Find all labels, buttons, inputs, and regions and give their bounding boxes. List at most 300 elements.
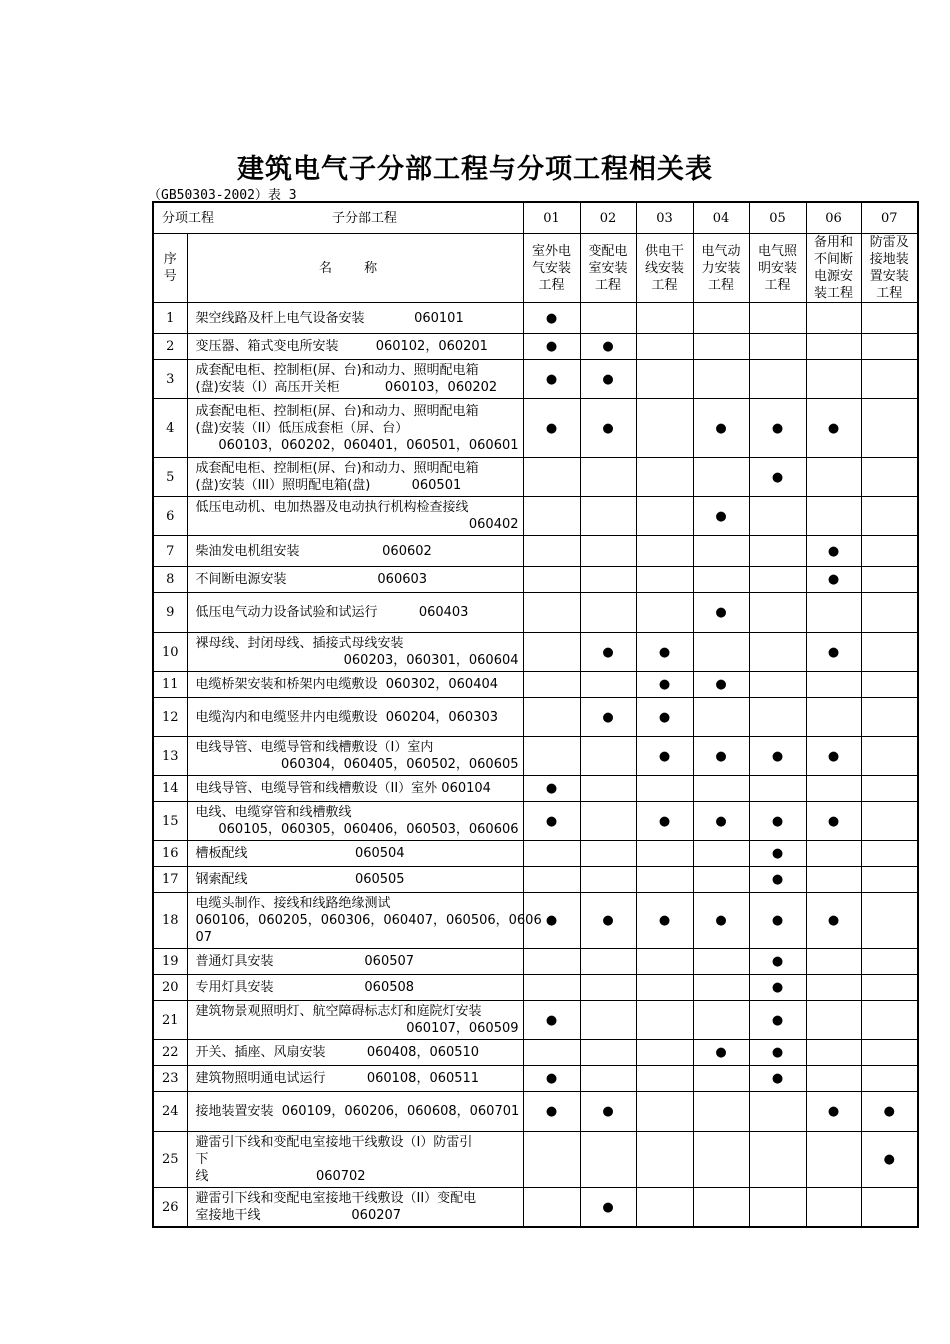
mark-cell-07 bbox=[861, 867, 918, 893]
row-name-line: 裸母线、封闭母线、插接式母线安装 bbox=[195, 636, 404, 651]
mark-cell-02: ● bbox=[580, 633, 636, 672]
row-name bbox=[187, 334, 523, 360]
mark-cell-02 bbox=[580, 949, 636, 975]
mark-cell-05 bbox=[749, 672, 806, 698]
header-row-names bbox=[153, 234, 918, 303]
mark-cell-05: ● bbox=[749, 1001, 806, 1040]
row-number: 23 bbox=[153, 1066, 187, 1092]
mark-cell-03 bbox=[636, 1132, 693, 1188]
mark-cell-07 bbox=[861, 776, 918, 802]
mark-cell-05 bbox=[749, 536, 806, 567]
table-row bbox=[153, 841, 918, 867]
mark-cell-02: ● bbox=[580, 1188, 636, 1228]
mark-cell-04: ● bbox=[693, 802, 749, 841]
row-number: 10 bbox=[153, 633, 187, 672]
column-name-text: 电气照明安装工程 bbox=[758, 243, 798, 293]
mark-cell-06 bbox=[806, 1040, 861, 1066]
mark-cell-07 bbox=[861, 893, 918, 949]
table-row bbox=[153, 672, 918, 698]
mark-cell-07 bbox=[861, 567, 918, 593]
mark-cell-03 bbox=[636, 776, 693, 802]
row-name-line: 电缆桥架安装和桥架内电缆敷设 060302，060404 bbox=[195, 677, 499, 692]
mark-cell-04 bbox=[693, 633, 749, 672]
mark-cell-06 bbox=[806, 949, 861, 975]
table-row bbox=[153, 975, 918, 1001]
row-name bbox=[187, 776, 523, 802]
row-name-line: 07 bbox=[195, 930, 213, 945]
row-name-line: 电线导管、电缆导管和线槽敷设（II）室外 060104 bbox=[195, 781, 491, 796]
correlation-table bbox=[152, 201, 919, 1228]
mark-cell-03: ● bbox=[636, 633, 693, 672]
mark-cell-03 bbox=[636, 867, 693, 893]
mark-cell-02: ● bbox=[580, 893, 636, 949]
table-row bbox=[153, 633, 918, 672]
mark-cell-04: ● bbox=[693, 672, 749, 698]
mark-cell-03 bbox=[636, 949, 693, 975]
mark-cell-02 bbox=[580, 1040, 636, 1066]
row-name bbox=[187, 536, 523, 567]
table-row bbox=[153, 737, 918, 776]
row-name bbox=[187, 399, 523, 458]
row-name-line: 060106，060205，060306，060407，060506，0606 bbox=[195, 913, 542, 928]
table-row bbox=[153, 802, 918, 841]
row-number: 18 bbox=[153, 893, 187, 949]
mark-cell-06 bbox=[806, 1001, 861, 1040]
mark-cell-05: ● bbox=[749, 1066, 806, 1092]
mark-cell-02: ● bbox=[580, 399, 636, 458]
mark-cell-06: ● bbox=[806, 1092, 861, 1132]
mark-cell-04 bbox=[693, 1092, 749, 1132]
mark-cell-06 bbox=[806, 458, 861, 497]
row-number: 2 bbox=[153, 334, 187, 360]
row-name bbox=[187, 1001, 523, 1040]
row-name-line: 架空线路及杆上电气设备安装 060101 bbox=[195, 310, 464, 326]
mark-cell-03 bbox=[636, 1188, 693, 1228]
row-number: 1 bbox=[153, 303, 187, 334]
column-name-text: 备用和不间断电源安装工程 bbox=[814, 235, 854, 301]
mark-cell-05 bbox=[749, 1092, 806, 1132]
row-name-line: 电缆沟内和电缆竖井内电缆敷设 060204，060303 bbox=[195, 709, 499, 725]
mark-cell-02 bbox=[580, 672, 636, 698]
row-name-line: (盘)安装（III）照明配电箱(盘) 060501 bbox=[195, 478, 462, 493]
mark-cell-07 bbox=[861, 633, 918, 672]
row-name bbox=[187, 841, 523, 867]
mark-cell-06 bbox=[806, 698, 861, 737]
table-row bbox=[153, 1092, 918, 1132]
mark-cell-07 bbox=[861, 1040, 918, 1066]
mark-cell-06: ● bbox=[806, 802, 861, 841]
column-name-text: 电气动力安装工程 bbox=[701, 243, 741, 293]
mark-cell-04 bbox=[693, 949, 749, 975]
table-row bbox=[153, 1132, 918, 1188]
row-name bbox=[187, 893, 542, 949]
row-number: 7 bbox=[153, 536, 187, 567]
mark-cell-06: ● bbox=[806, 399, 861, 458]
mark-cell-04 bbox=[693, 303, 749, 334]
mark-cell-01 bbox=[523, 1188, 580, 1228]
table-row bbox=[153, 1188, 918, 1228]
column-code-03: 03 bbox=[636, 202, 693, 234]
mark-cell-03 bbox=[636, 593, 693, 633]
mark-cell-04 bbox=[693, 1001, 749, 1040]
mark-cell-03 bbox=[636, 399, 693, 458]
mark-cell-04: ● bbox=[693, 893, 749, 949]
mark-cell-01: ● bbox=[523, 399, 580, 458]
mark-cell-06: ● bbox=[806, 633, 861, 672]
row-name bbox=[187, 802, 523, 841]
mark-cell-01 bbox=[523, 1132, 580, 1188]
mark-cell-01 bbox=[523, 867, 580, 893]
mark-cell-05: ● bbox=[749, 802, 806, 841]
mark-cell-05: ● bbox=[749, 841, 806, 867]
mark-cell-03: ● bbox=[636, 698, 693, 737]
table-row bbox=[153, 1066, 918, 1092]
mark-cell-07 bbox=[861, 698, 918, 737]
column-name-text: 供电干线安装工程 bbox=[645, 243, 685, 293]
mark-cell-04 bbox=[693, 698, 749, 737]
column-name-07 bbox=[861, 234, 918, 303]
column-name-05 bbox=[749, 234, 806, 303]
mark-cell-07 bbox=[861, 1066, 918, 1092]
table-row bbox=[153, 497, 918, 536]
mark-cell-03: ● bbox=[636, 672, 693, 698]
column-name-text: 防雷及接地装置安装工程 bbox=[869, 235, 909, 301]
table-row bbox=[153, 1040, 918, 1066]
mark-cell-04 bbox=[693, 1132, 749, 1188]
mark-cell-01 bbox=[523, 497, 580, 536]
mark-cell-03 bbox=[636, 1092, 693, 1132]
row-number: 26 bbox=[153, 1188, 187, 1228]
mark-cell-01: ● bbox=[523, 334, 580, 360]
mark-cell-06 bbox=[806, 334, 861, 360]
mark-cell-06 bbox=[806, 593, 861, 633]
mark-cell-01: ● bbox=[523, 303, 580, 334]
mark-cell-05 bbox=[749, 776, 806, 802]
mark-cell-07 bbox=[861, 975, 918, 1001]
mark-cell-07 bbox=[861, 737, 918, 776]
mark-cell-04 bbox=[693, 334, 749, 360]
row-number: 4 bbox=[153, 399, 187, 458]
mark-cell-04: ● bbox=[693, 1040, 749, 1066]
column-name-text: 室外电气安装工程 bbox=[532, 243, 572, 293]
mark-cell-05: ● bbox=[749, 867, 806, 893]
mark-cell-04 bbox=[693, 841, 749, 867]
table-row bbox=[153, 536, 918, 567]
mark-cell-05: ● bbox=[749, 399, 806, 458]
mark-cell-05 bbox=[749, 334, 806, 360]
column-code-01: 01 bbox=[523, 202, 580, 234]
mark-cell-02 bbox=[580, 737, 636, 776]
mark-cell-05 bbox=[749, 698, 806, 737]
mark-cell-04 bbox=[693, 458, 749, 497]
mark-cell-05 bbox=[749, 593, 806, 633]
column-name-04 bbox=[693, 234, 749, 303]
header-xuhao-text: 序号 bbox=[163, 252, 177, 284]
row-name bbox=[187, 672, 523, 698]
mark-cell-04 bbox=[693, 567, 749, 593]
mark-cell-03 bbox=[636, 497, 693, 536]
row-name-line: 建筑物照明通电试运行 060108，060511 bbox=[195, 1071, 480, 1086]
table-row bbox=[153, 458, 918, 497]
row-name-line: 槽板配线 060504 bbox=[195, 846, 405, 861]
mark-cell-01: ● bbox=[523, 1001, 580, 1040]
row-name bbox=[187, 633, 523, 672]
mark-cell-07: ● bbox=[861, 1132, 918, 1188]
mark-cell-03 bbox=[636, 458, 693, 497]
table-row bbox=[153, 949, 918, 975]
mark-cell-01 bbox=[523, 458, 580, 497]
row-name bbox=[187, 1066, 523, 1092]
mark-cell-04 bbox=[693, 536, 749, 567]
mark-cell-04: ● bbox=[693, 399, 749, 458]
mark-cell-07 bbox=[861, 1188, 918, 1228]
row-name-line: 建筑物景观照明灯、航空障碍标志灯和庭院灯安装 bbox=[195, 1004, 482, 1019]
row-name bbox=[187, 1040, 523, 1066]
mark-cell-04 bbox=[693, 360, 749, 399]
mark-cell-01: ● bbox=[523, 776, 580, 802]
row-number: 6 bbox=[153, 497, 187, 536]
mark-cell-04 bbox=[693, 867, 749, 893]
mark-cell-07 bbox=[861, 841, 918, 867]
row-name bbox=[187, 1188, 523, 1228]
header-corner bbox=[153, 202, 523, 234]
mark-cell-05: ● bbox=[749, 975, 806, 1001]
column-name-03 bbox=[636, 234, 693, 303]
row-number: 8 bbox=[153, 567, 187, 593]
mark-cell-03 bbox=[636, 1066, 693, 1092]
mark-cell-06 bbox=[806, 672, 861, 698]
mark-cell-02 bbox=[580, 567, 636, 593]
mark-cell-01: ● bbox=[523, 893, 580, 949]
row-name-line: 060203，060301，060604 bbox=[343, 653, 519, 668]
mark-cell-02 bbox=[580, 975, 636, 1001]
row-name bbox=[187, 303, 523, 334]
mark-cell-03: ● bbox=[636, 802, 693, 841]
row-name-line: 普通灯具安装 060507 bbox=[195, 954, 415, 969]
row-name-line: 060105，060305，060406，060503，060606 bbox=[218, 822, 519, 837]
mark-cell-06 bbox=[806, 303, 861, 334]
mark-cell-06 bbox=[806, 497, 861, 536]
mark-cell-04: ● bbox=[693, 737, 749, 776]
mark-cell-01: ● bbox=[523, 802, 580, 841]
table-row bbox=[153, 399, 918, 458]
row-name-line: 060402 bbox=[468, 517, 519, 532]
mark-cell-06: ● bbox=[806, 567, 861, 593]
mark-cell-01 bbox=[523, 593, 580, 633]
row-number: 24 bbox=[153, 1092, 187, 1132]
header-zifenbu-label: 子分部工程 bbox=[332, 210, 398, 226]
mark-cell-03 bbox=[636, 360, 693, 399]
header-fenxiang-label: 分项工程 bbox=[162, 210, 215, 226]
table-row bbox=[153, 776, 918, 802]
mark-cell-07 bbox=[861, 802, 918, 841]
mark-cell-06 bbox=[806, 867, 861, 893]
mark-cell-05: ● bbox=[749, 458, 806, 497]
mark-cell-07: ● bbox=[861, 1092, 918, 1132]
row-name-line: 成套配电柜、控制柜(屏、台)和动力、照明配电箱 bbox=[195, 403, 479, 419]
row-name-line: 低压电动机、电加热器及电动执行机构检查接线 bbox=[195, 500, 469, 515]
row-name-line: 060107，060509 bbox=[406, 1021, 519, 1036]
mark-cell-07 bbox=[861, 949, 918, 975]
mark-cell-04 bbox=[693, 975, 749, 1001]
mark-cell-02 bbox=[580, 536, 636, 567]
mark-cell-02 bbox=[580, 303, 636, 334]
row-number: 12 bbox=[153, 698, 187, 737]
mark-cell-05: ● bbox=[749, 949, 806, 975]
mark-cell-07 bbox=[861, 458, 918, 497]
mark-cell-06: ● bbox=[806, 893, 861, 949]
row-name-line: 接地装置安装 060109，060206，060608，060701 bbox=[195, 1104, 520, 1119]
row-name-line: 开关、插座、风扇安装 060408，060510 bbox=[195, 1045, 480, 1060]
mark-cell-05 bbox=[749, 303, 806, 334]
mark-cell-03 bbox=[636, 536, 693, 567]
mark-cell-02: ● bbox=[580, 698, 636, 737]
mark-cell-04 bbox=[693, 1188, 749, 1228]
mark-cell-01 bbox=[523, 698, 580, 737]
table-row bbox=[153, 867, 918, 893]
column-name-02 bbox=[580, 234, 636, 303]
row-name bbox=[187, 458, 523, 497]
mark-cell-01 bbox=[523, 975, 580, 1001]
mark-cell-01: ● bbox=[523, 1092, 580, 1132]
mark-cell-07 bbox=[861, 1001, 918, 1040]
row-name-line: 060103，060202，060401，060501，060601 bbox=[218, 437, 519, 453]
mark-cell-05 bbox=[749, 1188, 806, 1228]
mark-cell-06 bbox=[806, 975, 861, 1001]
table-row bbox=[153, 360, 918, 399]
row-number: 13 bbox=[153, 737, 187, 776]
table-row bbox=[153, 698, 918, 737]
mark-cell-01 bbox=[523, 536, 580, 567]
row-name-line: 下 bbox=[195, 1152, 209, 1167]
mark-cell-05: ● bbox=[749, 1040, 806, 1066]
mark-cell-07 bbox=[861, 334, 918, 360]
row-name bbox=[187, 737, 523, 776]
row-name-line: 成套配电柜、控制柜(屏、台)和动力、照明配电箱 bbox=[195, 363, 479, 378]
row-number: 16 bbox=[153, 841, 187, 867]
table-subtitle: （GB50303-2002）表 3 bbox=[148, 188, 297, 203]
mark-cell-01 bbox=[523, 567, 580, 593]
mark-cell-05 bbox=[749, 1132, 806, 1188]
mark-cell-02: ● bbox=[580, 360, 636, 399]
mark-cell-05 bbox=[749, 497, 806, 536]
table-row bbox=[153, 334, 918, 360]
row-name bbox=[187, 1132, 523, 1188]
row-name bbox=[187, 867, 523, 893]
table-row bbox=[153, 593, 918, 633]
mark-cell-02 bbox=[580, 1066, 636, 1092]
row-number: 20 bbox=[153, 975, 187, 1001]
column-code-06: 06 bbox=[806, 202, 861, 234]
mark-cell-04: ● bbox=[693, 593, 749, 633]
mark-cell-03 bbox=[636, 1001, 693, 1040]
table-row bbox=[153, 567, 918, 593]
row-name-line: 柴油发电机组安装 060602 bbox=[195, 543, 432, 559]
mark-cell-06 bbox=[806, 360, 861, 399]
column-code-04: 04 bbox=[693, 202, 749, 234]
row-name-line: 室接地干线 060207 bbox=[195, 1208, 402, 1223]
row-name bbox=[187, 360, 523, 399]
mark-cell-07 bbox=[861, 536, 918, 567]
mark-cell-04 bbox=[693, 1066, 749, 1092]
mark-cell-03 bbox=[636, 334, 693, 360]
row-name-line: 060304，060405，060502，060605 bbox=[281, 757, 519, 772]
column-code-05: 05 bbox=[749, 202, 806, 234]
row-name bbox=[187, 949, 523, 975]
mark-cell-05 bbox=[749, 633, 806, 672]
column-code-07: 07 bbox=[861, 202, 918, 234]
mark-cell-02 bbox=[580, 593, 636, 633]
row-name-line: 电线导管、电缆导管和线槽敷设（I）室内 bbox=[195, 740, 434, 755]
mark-cell-05 bbox=[749, 567, 806, 593]
mark-cell-02: ● bbox=[580, 1092, 636, 1132]
row-name bbox=[187, 698, 523, 737]
mark-cell-05: ● bbox=[749, 893, 806, 949]
row-number: 5 bbox=[153, 458, 187, 497]
mark-cell-07 bbox=[861, 360, 918, 399]
row-name-line: (盘)安装（I）高压开关柜 060103，060202 bbox=[195, 380, 498, 395]
mark-cell-02: ● bbox=[580, 334, 636, 360]
mark-cell-02 bbox=[580, 1132, 636, 1188]
mark-cell-06 bbox=[806, 776, 861, 802]
mark-cell-06: ● bbox=[806, 536, 861, 567]
mark-cell-07 bbox=[861, 399, 918, 458]
mark-cell-01 bbox=[523, 737, 580, 776]
mark-cell-07 bbox=[861, 303, 918, 334]
row-name bbox=[187, 593, 523, 633]
table-row bbox=[153, 1001, 918, 1040]
row-number: 15 bbox=[153, 802, 187, 841]
row-name bbox=[187, 1092, 523, 1132]
row-name-line: 线 060702 bbox=[195, 1169, 366, 1184]
mark-cell-03: ● bbox=[636, 893, 693, 949]
row-name-line: 电线、电缆穿管和线槽敷线 bbox=[195, 805, 352, 820]
mark-cell-01: ● bbox=[523, 360, 580, 399]
mark-cell-01 bbox=[523, 841, 580, 867]
row-number: 3 bbox=[153, 360, 187, 399]
mark-cell-04: ● bbox=[693, 497, 749, 536]
mark-cell-07 bbox=[861, 593, 918, 633]
mark-cell-02 bbox=[580, 802, 636, 841]
mark-cell-05: ● bbox=[749, 737, 806, 776]
mark-cell-07 bbox=[861, 672, 918, 698]
row-name-line: 电缆头制作、接线和线路绝缘测试 bbox=[195, 896, 391, 911]
mark-cell-01: ● bbox=[523, 1066, 580, 1092]
row-number: 9 bbox=[153, 593, 187, 633]
mark-cell-01 bbox=[523, 949, 580, 975]
mark-cell-02 bbox=[580, 1001, 636, 1040]
row-number: 22 bbox=[153, 1040, 187, 1066]
row-name bbox=[187, 567, 523, 593]
row-name bbox=[187, 975, 523, 1001]
row-name-line: 避雷引下线和变配电室接地干线敷设（II）变配电 bbox=[195, 1191, 477, 1206]
row-name-line: 低压电气动力设备试验和试运行 060403 bbox=[195, 605, 469, 620]
mark-cell-02 bbox=[580, 497, 636, 536]
mark-cell-03 bbox=[636, 841, 693, 867]
table-row bbox=[153, 893, 918, 949]
mark-cell-03 bbox=[636, 303, 693, 334]
mark-cell-02 bbox=[580, 841, 636, 867]
header-mingcheng: 名 称 bbox=[187, 234, 523, 303]
mark-cell-06 bbox=[806, 1132, 861, 1188]
mark-cell-02 bbox=[580, 458, 636, 497]
row-name-line: 钢索配线 060505 bbox=[195, 872, 405, 887]
mark-cell-01 bbox=[523, 1040, 580, 1066]
mark-cell-02 bbox=[580, 867, 636, 893]
column-name-text: 变配电室安装工程 bbox=[588, 243, 628, 293]
mark-cell-03 bbox=[636, 1040, 693, 1066]
row-number: 17 bbox=[153, 867, 187, 893]
